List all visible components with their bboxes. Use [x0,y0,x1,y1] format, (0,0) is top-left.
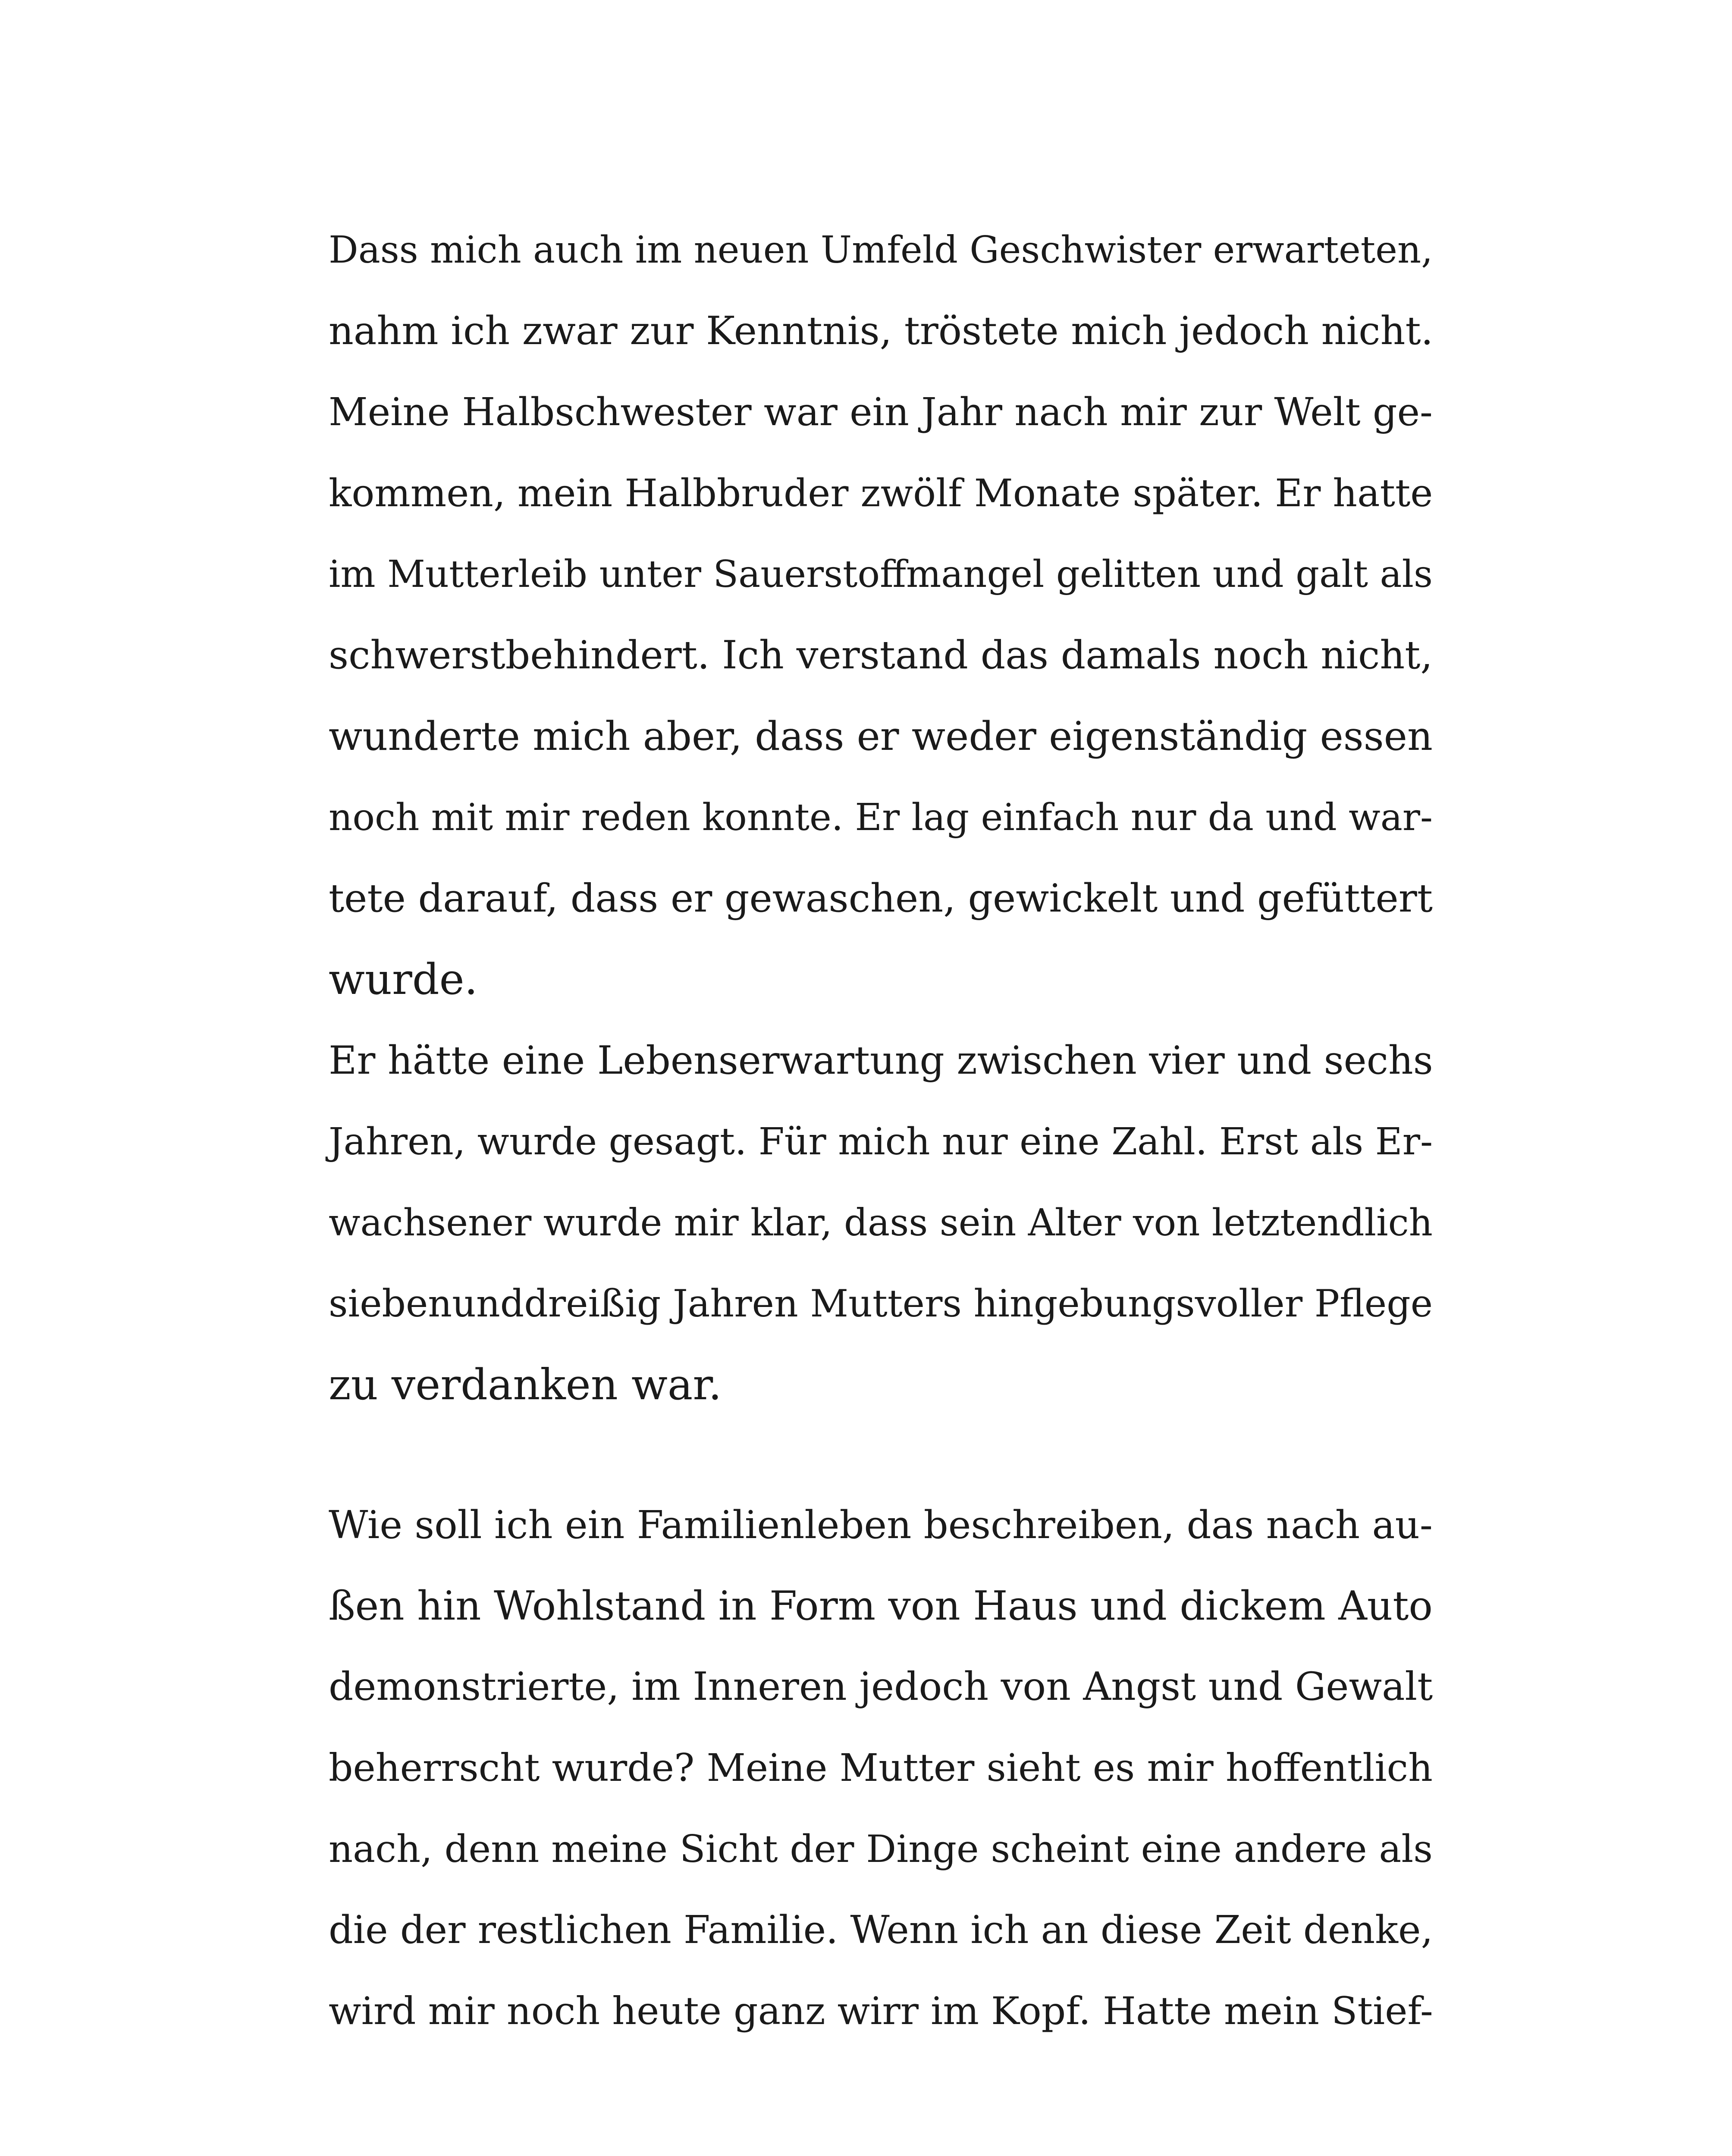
text-line: kommen, mein Halbbruder zwölf Monate später. Er hatte [329,471,1433,515]
text-line: noch mit mir reden konnte. Er lag einfach nur da und war- [329,796,1433,839]
text-line: zu verdanken war. [329,1360,722,1410]
text-line: tete darauf, dass er gewaschen, gewickelt und gefüttert [329,876,1433,921]
text-line: wachsener wurde mir klar, dass sein Alter von letztendlich [329,1201,1433,1244]
text-line: beherrscht wurde? Meine Mutter sieht es mir hoffentlich [329,1745,1433,1790]
text-line: Jahren, wurde gesagt. Für mich nur eine Zahl. Erst als Er- [329,1120,1433,1163]
text-block-2 [329,1484,1433,2052]
text-line: nahm ich zwar zur Kenntnis, tröstete mich jedoch nicht. [329,309,1434,354]
text-line: wunderte mich aber, dass er weder eigenständig essen [329,713,1433,759]
text-block-1 [329,210,1433,1426]
text-line: demonstrierte, im Inneren jedoch von Angst und Gewalt [329,1664,1433,1709]
text-line: die der restlichen Familie. Wenn ich an diese Zeit denke, [329,1908,1433,1952]
text-line: Er hätte eine Lebenserwartung zwischen vier und sechs [329,1038,1433,1083]
text-line: siebenunddreißig Jahren Mutters hingebungsvoller Pflege [329,1282,1433,1326]
text-line: Dass mich auch im neuen Umfeld Geschwister erwarteten, [329,229,1433,272]
text-line: ßen hin Wohlstand in Form von Haus und dickem Auto [329,1583,1433,1629]
text-line: im Mutterleib unter Sauerstoffmangel gelitten und galt als [329,553,1433,596]
text-line: nach, denn meine Sicht der Dinge scheint eine andere als [329,1827,1433,1871]
text-line: schwerstbehindert. Ich verstand das damals noch nicht, [329,633,1433,678]
text-line: wurde. [329,955,478,1004]
text-line: wird mir noch heute ganz wirr im Kopf. Hatte mein Stief- [329,1989,1433,2033]
text-line: Meine Halbschwester war ein Jahr nach mir zur Welt ge- [329,390,1433,434]
text-line: Wie soll ich ein Familienleben beschreiben, das nach au- [329,1502,1433,1547]
